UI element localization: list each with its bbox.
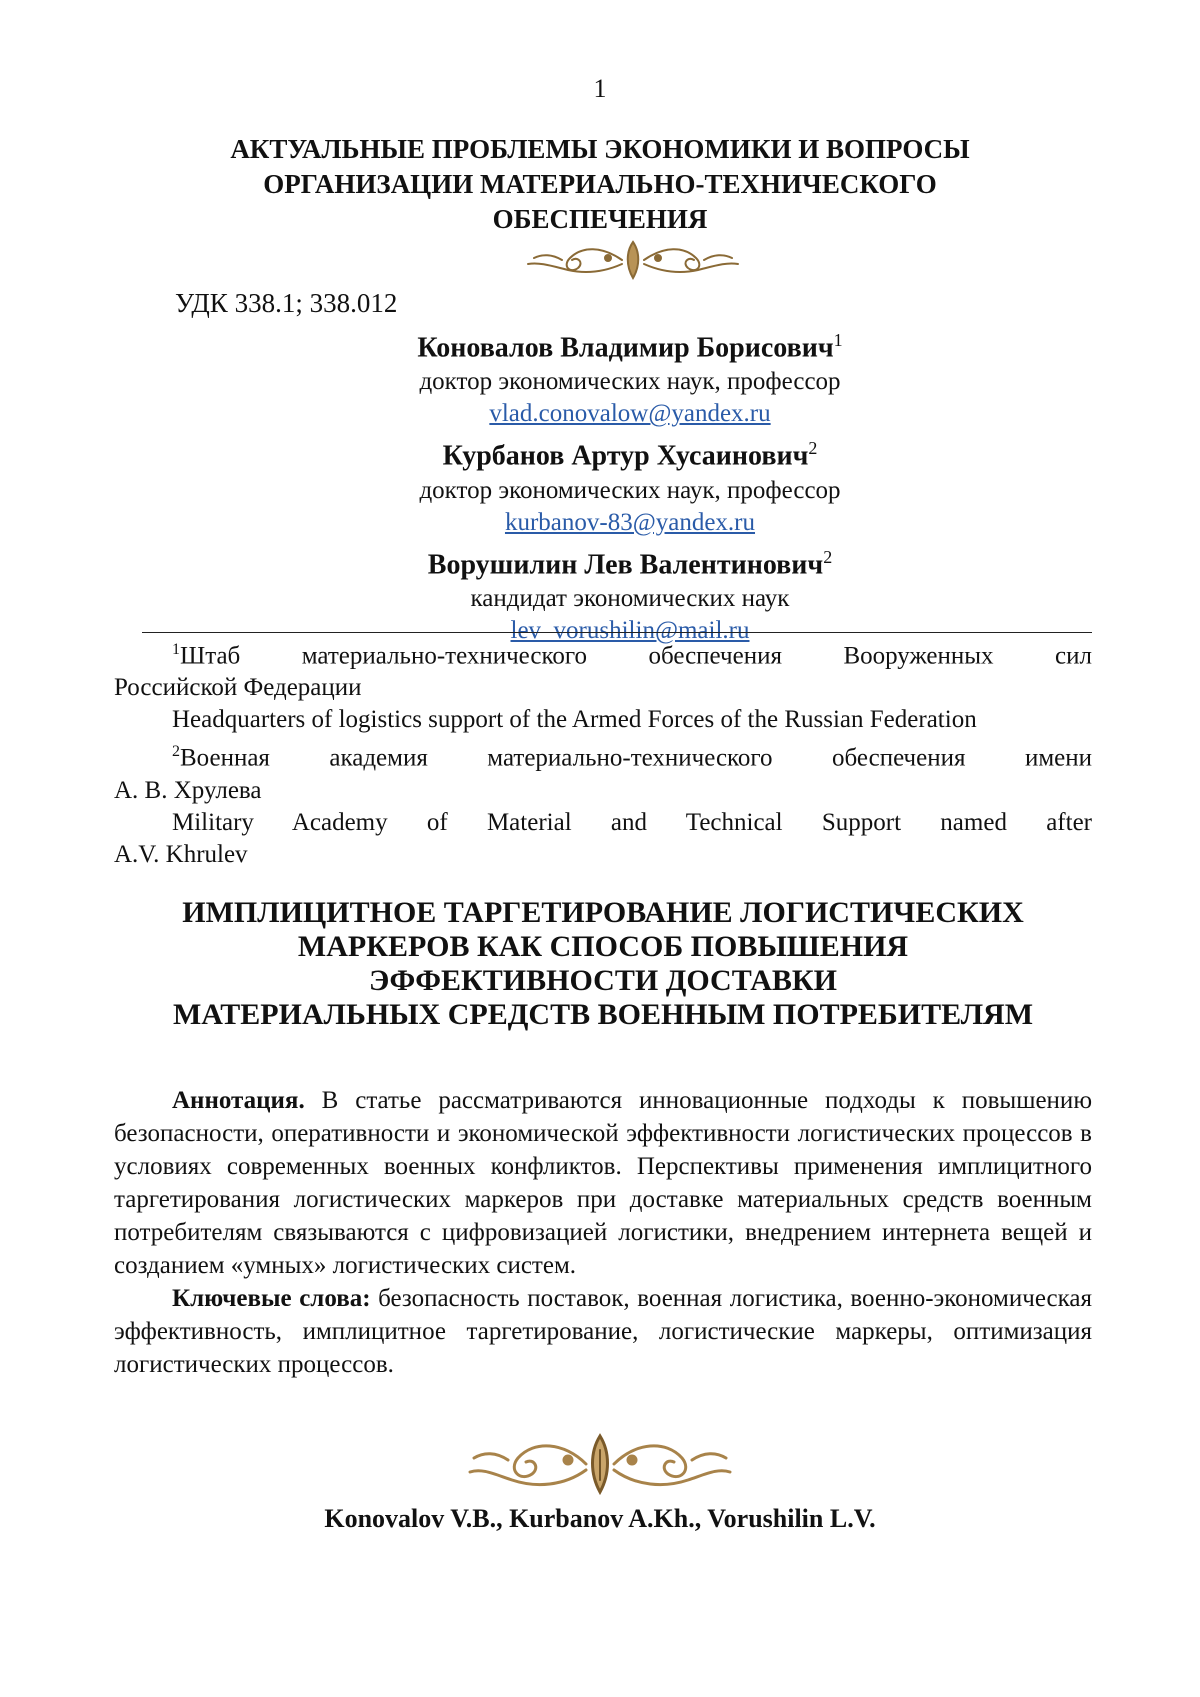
authors-block: [300, 322, 960, 647]
abstract-label: Аннотация.: [172, 1087, 305, 1114]
udk-code: УДК 338.1; 338.012: [175, 288, 398, 318]
section-title-line: АКТУАЛЬНЫЕ ПРОБЛЕМЫ ЭКОНОМИКИ И ВОПРОСЫ: [230, 134, 970, 164]
keywords-paragraph: [114, 1282, 1092, 1381]
author-email-link[interactable]: kurbanov-83@yandex.ru: [504, 508, 756, 536]
page-number: 1: [593, 74, 607, 103]
author-degree: доктор экономических наук, профессор: [419, 476, 841, 504]
affiliations-block: [114, 634, 1092, 871]
author-email-link[interactable]: vlad.conovalow@yandex.ru: [489, 400, 771, 428]
article-title: [114, 896, 1092, 1032]
author-email-link[interactable]: lev_vorushilin@mail.ru: [510, 616, 750, 644]
article-title-line: ЭФФЕКТИВНОСТИ ДОСТАВКИ: [369, 964, 837, 997]
affiliation-2-en-cont: A.V. Khrulev: [114, 840, 248, 868]
author-entry: [300, 539, 960, 647]
affiliation-1-en: Headquarters of logistics support of the Armed Forces of the Russian Federation: [172, 706, 977, 734]
affiliation-2-ru: $^2$Военная академия материально-технического обеспечения имени: [172, 743, 1092, 772]
article-title-line: МАТЕРИАЛЬНЫХ СРЕДСТВ ВОЕННЫМ ПОТРЕБИТЕЛЯМ: [172, 998, 1034, 1031]
keywords-text: безопасность поставок, военная логистика, военно-экономическая эффективность, имплицитное таргетирование, логистические маркеры, оптимизация логистических процессов.: [114, 1285, 1093, 1378]
author-name: Коновалов Владимир Борисович$^1$: [417, 330, 843, 364]
section-title-line: ОБЕСПЕЧЕНИЯ: [492, 204, 708, 234]
article-title-line: МАРКЕРОВ КАК СПОСОБ ПОВЫШЕНИЯ: [297, 930, 909, 963]
keywords-label: Ключевые слова:: [172, 1285, 371, 1312]
section-title: [140, 132, 1060, 237]
abstract-text: В статье рассматриваются инновационные подходы к повышению безопасности, оперативности и экономической эффективности логистических процессов в условиях современных военных конфликтов. Перспективы применения имплицитного таргетирования логистических маркеров при доставке материальных средств военным потребителям связываются с цифровизацией логистики, внедрением интернета вещей и созданием «умных» логистических систем.: [114, 1087, 1092, 1279]
article-title-line: ИМПЛИЦИТНОЕ ТАРГЕТИРОВАНИЕ ЛОГИСТИЧЕСКИХ: [182, 896, 1024, 929]
author-degree: кандидат экономических наук: [470, 584, 790, 612]
author-footnote-mark: 2: [823, 546, 833, 567]
author-footnote-mark: 1: [833, 330, 843, 350]
affiliation-2-ru-cont: А. В. Хрулева: [114, 776, 262, 804]
affiliation-1-ru: $^1$Штаб материально-технического обеспечения Вооруженных сил: [172, 641, 1092, 670]
author-entry: [300, 430, 960, 538]
author-footnote-mark: 2: [808, 438, 818, 459]
abstract-section: [114, 1084, 1092, 1381]
author-entry: [300, 322, 960, 430]
affiliation-2-en: Military Academy of Material and Technical Support named after: [172, 808, 1092, 836]
authors-english: Konovalov V.B., Kurbanov A.Kh., Vorushilin L.V.: [324, 1504, 876, 1533]
affiliation-1-ru-cont: Российской Федерации: [114, 674, 362, 702]
ornament-flourish-icon: [464, 1430, 736, 1500]
section-title-line: ОРГАНИЗАЦИИ МАТЕРИАЛЬНО-ТЕХНИЧЕСКОГО: [263, 169, 937, 199]
footnote-divider: [142, 632, 1092, 633]
author-degree: доктор экономических наук, профессор: [419, 368, 841, 396]
author-name: Курбанов Артур Хусаинович$^2$: [442, 438, 818, 472]
author-name: Ворушилин Лев Валентинович$^2$: [427, 546, 833, 580]
ornament-divider-icon: [522, 236, 744, 284]
abstract-paragraph: [114, 1084, 1092, 1282]
